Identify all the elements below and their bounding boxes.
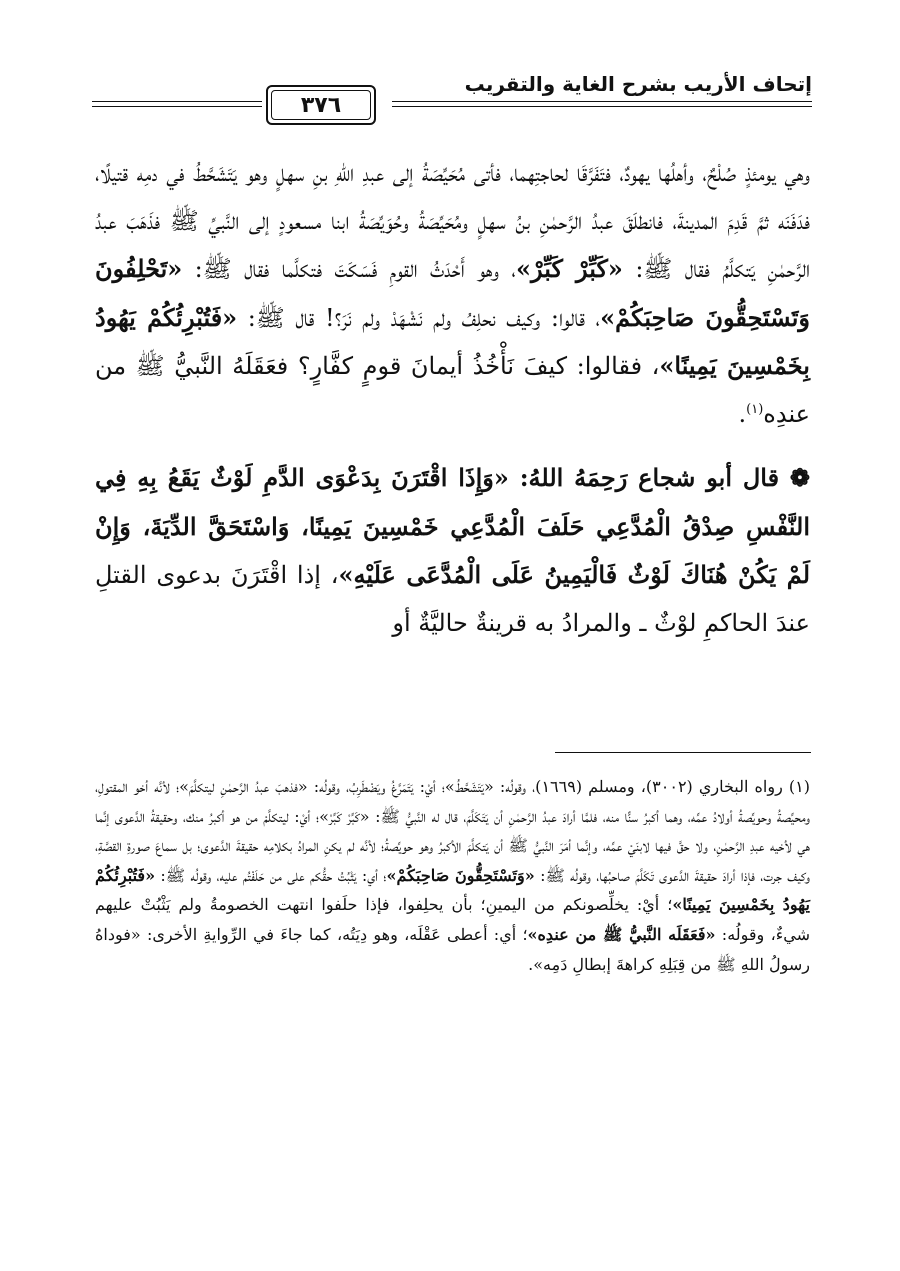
author-attribution: ❁ قال أبو شجاع رَحِمَهُ اللهُ:	[508, 463, 811, 492]
text-segment: وهي يومئذٍ صُلْحٌ، وأهلُها يهودٌ، فتَفَرَّقَا لحاجتِهما، فأتى مُحَيِّصَةُ إلى عبدِ اللهِ بنِ سهلٍ وهو يَتَشَحَّطُ في دمِه قتيلًا، فدَفَنَه ثمَّ قَدِمَ المدينةَ، فانطلَقَ عبدُ الرَّحمٰنِ بنُ سهلٍ ومُحَيِّصَةُ وحُوَيِّصَةُ ابنا مسعودٍ إلى النَّبيِّ ﷺ فذَهَبَ عبدُ الرَّحمٰنِ يَتكلَّمُ فقال ﷺ:	[95, 159, 811, 283]
running-header	[92, 68, 812, 134]
footnote-quote: «وَتَسْتَحِقُّونَ صَاحِبَكُمْ»	[386, 865, 535, 885]
running-title: إتحاف الأريب بشرح الغاية والتقريب	[464, 72, 812, 96]
page-number: ٣٧٦	[300, 92, 342, 118]
header-rule-right-bottom	[392, 106, 812, 107]
footnotes	[95, 772, 810, 979]
prophetic-quote: «فَتُبْرِئُكُمْ يَهُودُ بِخَمْسِينَ يَمِينًا»	[95, 302, 810, 380]
text-segment: ، قالوا: وكيف نحلِفُ ولم نَشْهَدْ ولم نَرَ؟! قال ﷺ:	[237, 303, 601, 332]
footnote-text: ؛ أي: أعطى عَقْلَه، وهو دِيَتُه، كما جاءَ في الرِّوايةِ الأخرى: «فوداهُ رسولُ اللهِ ﷺ من قِبَلِهِ كراهةَ إبطالِ دَمِه».	[95, 924, 810, 974]
page-number-frame	[266, 85, 376, 125]
text-segment: ، وهو أَحْدَثُ القومِ فَسَكَتَ فتكلَّما فقال ﷺ:	[182, 255, 516, 283]
footnote-text: ؛ أيْ: يخلِّصونكم من اليمينِ؛ بأن يحلِفوا، فإذا حلَفوا انتهت الخصومةُ ولم يَثْبُتْ عليهم شيءٌ، وقولُه:	[95, 895, 811, 944]
main-text	[95, 150, 810, 647]
footnote-text: رواه البخاري (٣٠٠٢)، ومسلم (١٦٦٩)، وقولُه: «يَتَشَحَّطُ»؛ أيْ: يَتَمَرَّغُ ويَضْطَرِبُ، وقولُه: «فذهبَ عبدُ الرَّحمٰنِ ليتكلَّمَ»؛ لأنَّه أخو المقتولِ، ومحيِّصةُ وحويِّصةُ أولادُ عمِّه، وهما أكبرُ سنًّا منه، فلمَّا أرادَ عبدُ الرَّحمٰنِ أن يَتَكَلَّمَ، قال له النَّبيُّ ﷺ: «كَبِّرْ كَبِّرْ»؛ أيْ: ليتكلَّمْ من هو أكبرُ منك، وحقيقةُ الدَّعوى إنَّما هي لأخيه عبدِ الرَّحمٰنِ، ولا حقَّ فيها لابنَيْ عمِّه، وإنَّما أمَرَ النَّبيُّ ﷺ أن يَتكلَّمَ الأكبرُ وهو حويِّصةُ؛ لأنَّه لم يكنِ المرادُ بكلامِه حقيقةَ الدَّعوى؛ بل سماعَ صورةِ القصَّةِ، وكيف جرت، فإذا أرادَ حقيقةَ الدَّعوى تَكَلَّمَ صاحبُها، وقولُه ﷺ:	[95, 777, 811, 885]
matn-paragraph	[95, 454, 810, 647]
text-segment: .	[738, 399, 747, 428]
footnote-reference: (١)	[746, 401, 764, 417]
matn-quote: «وَإِذَا اقْتَرَنَ بِدَعْوَى الدَّمِ لَوْثٌ يَقَعُ بِهِ فِي النَّفْسِ صِدْقُ الْمُدَّعِي حَلَفَ الْمُدَّعِي خَمْسِينَ يَمِينًا، وَاسْتَحَقَّ الدِّيَةَ، وَإِنْ لَمْ يَكُنْ هُنَاكَ لَوْثٌ فَالْيَمِينُ عَلَى الْمُدَّعَى عَلَيْهِ»	[95, 463, 810, 589]
prophetic-quote: «تَحْلِفُونَ وَتَسْتَحِقُّونَ صَاحِبَكُمْ»	[95, 254, 810, 332]
footnote-number: (١)	[788, 777, 811, 796]
hadith-paragraph	[95, 150, 810, 438]
header-rule-left-bottom	[92, 106, 262, 107]
commentary-text: ، إذا اقْتَرَنَ بدعوى القتلِ عندَ الحاكمِ لوْثٌ ـ والمرادُ به قرينةٌ حاليَّةٌ أو	[95, 561, 810, 637]
header-rule-right-top	[392, 101, 812, 102]
text-segment: ، فقالوا: كيفَ نَأْخُذُ أيمانَ قومٍ كفَّارٍ؟ فعَقَلَهُ النَّبيُّ ﷺ من عندِه	[95, 352, 810, 428]
footnote-text: ؛ أي: يَثْبُتُ حقُّكم على من حَلَفْتُم عليه، وقولُه ﷺ:	[155, 865, 387, 885]
footnote-quote: «فَتُبْرِئُكُمْ يَهُودُ بِخَمْسِينَ يَمِينًا»	[95, 865, 811, 915]
footnote-quote: «فَعَقَلَه النَّبيُّ ﷺ من عندِه»	[527, 924, 716, 944]
prophetic-quote: «كَبِّرْ كَبِّرْ»	[515, 254, 623, 283]
footnote-separator	[555, 752, 811, 753]
header-rule-left-top	[92, 101, 262, 102]
footnote-1	[95, 772, 810, 979]
